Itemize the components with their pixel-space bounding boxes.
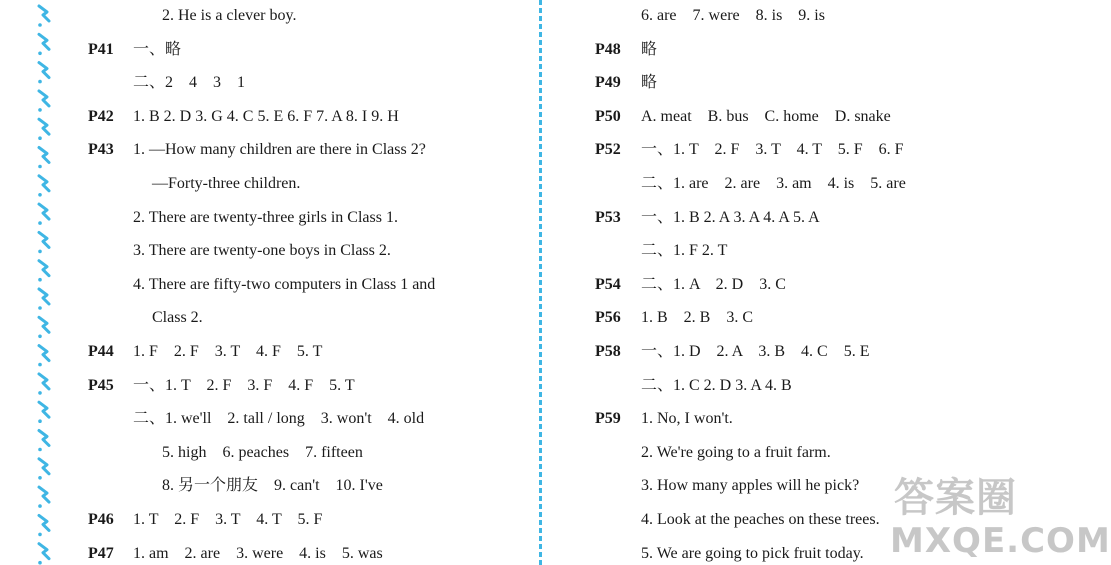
answer-line: 二、1. we'll 2. tall / long 3. won't 4. old [133,410,425,428]
divider-dash [539,376,542,381]
divider-dash [539,128,542,133]
answer-line: 1. B 2. B 3. C [641,309,754,327]
divider-dash [539,56,542,61]
answer-line: 5. We are going to pick fruit today. [641,544,864,562]
answer-line: 1. No, I won't. [641,410,733,428]
column-divider [539,0,542,565]
divider-dash [539,360,542,365]
answer-line: 一、1. B 2. A 3. A 4. A 5. A [641,208,820,226]
answer-line: 二、1. A 2. D 3. C [641,275,786,293]
divider-dash [539,72,542,77]
divider-dash [539,416,542,421]
answer-line: 2. We're going to a fruit farm. [641,443,831,461]
divider-dash [539,384,542,389]
divider-dash [539,272,542,277]
divider-dash [539,152,542,157]
divider-dash [539,64,542,69]
watermark-cn-text: 答案圈 [894,475,1017,521]
divider-dash [539,256,542,261]
decorative-mark [38,119,49,140]
divider-dash [539,512,542,517]
answer-line: 一、1. T 2. F 3. F 4. F 5. T [133,376,355,394]
decorative-mark [38,431,49,452]
decorative-border-strip [34,0,54,565]
divider-dash [539,488,542,493]
divider-dash [539,0,542,5]
answer-line: 一、1. D 2. A 3. B 4. C 5. E [641,343,870,360]
answer-line: 二、1. are 2. are 3. am 4. is 5. are [641,175,906,192]
divider-dash [539,240,542,245]
answer-line: 二、1. F 2. T [641,242,728,260]
divider-dash [539,424,542,429]
divider-dash [539,320,542,325]
divider-dash [539,24,542,29]
divider-dash [539,328,542,333]
answer-line: 一、1. T 2. F 3. T 4. T 5. F 6. F [641,141,904,159]
decorative-mark [38,261,49,282]
divider-dash [539,432,542,437]
divider-dash [539,96,542,101]
divider-dash [539,368,542,373]
answer-line: 二、1. C 2. D 3. A 4. B [641,376,792,394]
answer-line: 2. He is a clever boy. [162,7,297,24]
page-number-label: P54 [595,275,621,293]
divider-dash [539,560,542,565]
divider-dash [539,120,542,125]
divider-dash [539,544,542,549]
divider-dash [539,248,542,253]
answer-line: 4. There are fifty-two computers in Class 1 and [133,275,436,293]
divider-dash [539,456,542,461]
answer-line: 1. F 2. F 3. T 4. F 5. T [133,343,323,360]
divider-dash [539,304,542,309]
answer-line: 4. Look at the peaches on these trees. [641,511,880,528]
divider-dash [539,528,542,533]
divider-dash [539,16,542,21]
answer-line: 二、2 4 3 1 [133,74,246,92]
page-number-label: P56 [595,309,621,327]
divider-dash [539,448,542,453]
decorative-mark [38,317,49,338]
divider-dash [539,520,542,525]
decorative-mark [38,402,49,423]
divider-dash [539,40,542,45]
divider-dash [539,184,542,189]
page-number-label: P53 [595,208,621,226]
decorative-mark [38,176,49,197]
divider-dash [539,136,542,141]
watermark-logo [888,473,1111,563]
answer-line: Class 2. [152,309,203,327]
divider-dash [539,8,542,13]
divider-dash [539,88,542,93]
page-number-label: P46 [88,511,114,528]
divider-dash [539,112,542,117]
divider-dash [539,472,542,477]
divider-dash [539,144,542,149]
divider-dash [539,352,542,357]
page-number-label: P41 [88,40,114,58]
divider-dash [539,336,542,341]
watermark-en-text: MXQE.COM [890,521,1111,561]
answer-line: 6. are 7. were 8. is 9. is [641,7,825,24]
page-number-label: P59 [595,410,621,428]
decorative-mark [38,204,49,225]
divider-dash [539,160,542,165]
divider-dash [539,496,542,501]
answer-line: 8. 另一个朋友 9. can't 10. I've [162,477,383,495]
answer-line: 1. B 2. D 3. G 4. C 5. E 6. F 7. A 8. I 9. H [133,107,399,125]
decorative-mark [38,346,49,367]
answer-line: 一、略 [133,40,182,58]
divider-dash [539,224,542,229]
divider-dash [539,312,542,317]
divider-dash [539,216,542,221]
divider-dash [539,552,542,557]
page-number-label: P50 [595,107,621,125]
page-number-label: P44 [88,343,114,360]
decorative-mark [38,289,49,310]
decorative-mark [38,544,49,565]
decorative-mark [38,34,49,55]
answer-line: 3. There are twenty-one boys in Class 2. [133,242,391,260]
divider-dash [539,80,542,85]
decorative-mark [38,91,49,112]
page-number-label: P45 [88,376,114,394]
answer-line: 3. How many apples will he pick? [641,477,860,495]
page-number-label: P49 [595,74,621,92]
decorative-mark [38,515,49,536]
decorative-mark [38,148,49,169]
divider-dash [539,192,542,197]
decorative-mark [38,63,49,84]
decorative-mark [38,487,49,508]
answer-line: 1. —How many children are there in Class 2? [133,141,426,159]
page-number-label: P42 [88,107,114,125]
decorative-mark [38,374,49,395]
divider-dash [539,392,542,397]
divider-dash [539,104,542,109]
answer-line: 略 [641,74,658,92]
divider-dash [539,344,542,349]
answer-line: 5. high 6. peaches 7. fifteen [162,443,363,461]
divider-dash [539,232,542,237]
decorative-mark [38,232,49,253]
answer-line: A. meat B. bus C. home D. snake [641,107,891,125]
answer-line: —Forty-three children. [152,175,301,192]
answer-line: 2. There are twenty-three girls in Class 1. [133,208,398,226]
page-number-label: P47 [88,544,114,562]
page-number-label: P58 [595,343,621,360]
divider-dash [539,504,542,509]
decorative-mark [38,6,49,27]
page-number-label: P48 [595,40,621,58]
divider-dash [539,296,542,301]
divider-dash [539,208,542,213]
page-number-label: P43 [88,141,114,159]
divider-dash [539,176,542,181]
divider-dash [539,408,542,413]
divider-dash [539,536,542,541]
answer-line: 1. am 2. are 3. were 4. is 5. was [133,544,383,562]
divider-dash [539,264,542,269]
divider-dash [539,440,542,445]
answer-line: 1. T 2. F 3. T 4. T 5. F [133,511,323,528]
page-number-label: P52 [595,141,621,159]
divider-dash [539,400,542,405]
divider-dash [539,480,542,485]
divider-dash [539,464,542,469]
divider-dash [539,48,542,53]
divider-dash [539,200,542,205]
divider-dash [539,32,542,37]
divider-dash [539,168,542,173]
decorative-mark [38,459,49,480]
answer-line: 略 [641,40,658,58]
divider-dash [539,280,542,285]
divider-dash [539,288,542,293]
